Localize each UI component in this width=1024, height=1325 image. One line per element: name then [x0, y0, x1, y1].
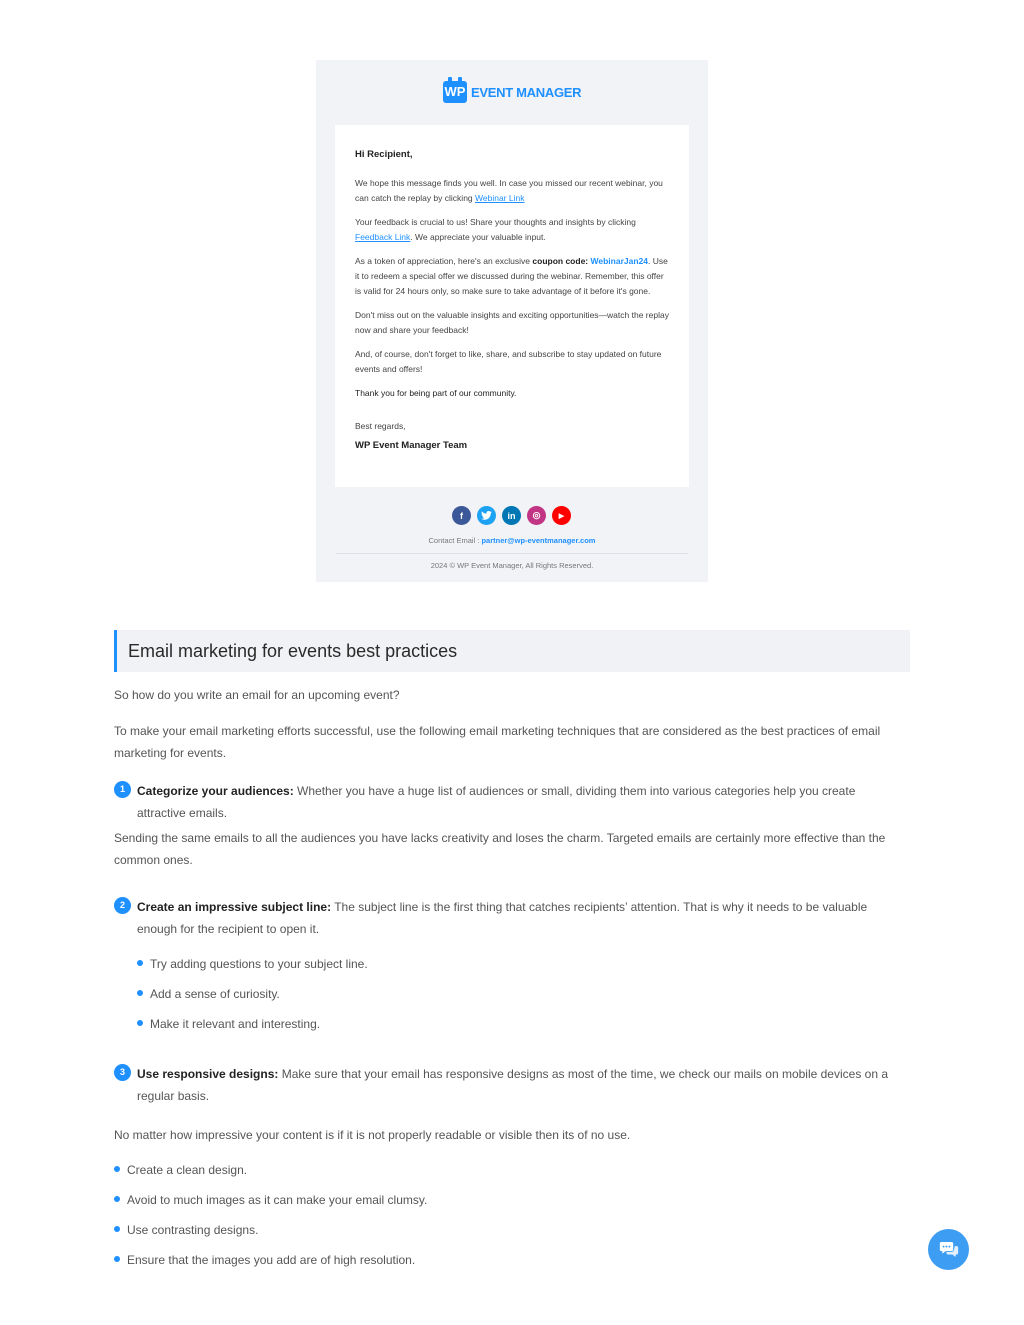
email-divider [336, 553, 688, 554]
contact-email [316, 536, 708, 545]
list-item [137, 986, 368, 1016]
list-item [137, 1016, 368, 1046]
email-copyright: 2024 © WP Event Manager, All Rights Reserved. [430, 561, 594, 570]
practice-text: The subject line is the first thing that catches recipients’ attention. That is why it needs to be valuable enough for the recipient to open it. [137, 900, 868, 936]
practice-text: Make sure that your email has responsive designs as most of the time, we check our mails on mobile devices on a regular basis. [137, 1067, 889, 1103]
brand-logo [443, 78, 581, 106]
list-item [114, 1252, 427, 1282]
instagram-icon[interactable]: ◎ [527, 506, 546, 525]
practice-item-2 [137, 896, 907, 940]
list-item-text: Add a sense of curiosity. [150, 987, 280, 1001]
email-signature: WP Event Manager Team [355, 440, 468, 451]
bullet-icon [114, 1256, 120, 1262]
wp-logo-icon: WP [443, 81, 467, 103]
bullet-icon [137, 990, 143, 996]
practice-item-1 [137, 780, 907, 824]
list-item [137, 956, 368, 986]
bullet-icon [137, 1020, 143, 1026]
social-icons [452, 506, 571, 525]
email-paragraph-4: Don't miss out on the valuable insights and exciting opportunities—watch the replay now and share your feedback! [355, 310, 669, 335]
contact-email-link[interactable]: partner@wp-eventmanager.com [481, 536, 596, 545]
email-paragraph-3 [355, 254, 669, 299]
list-item-text: Try adding questions to your subject line. [150, 957, 368, 971]
coupon-label: coupon code: [532, 256, 589, 266]
email-text: As a token of appreciation, here's an exclusive [355, 256, 533, 266]
email-paragraph-1 [355, 176, 669, 206]
email-greeting: Hi Recipient, [355, 149, 413, 160]
practice-3-followup: No matter how impressive your content is if it is not properly readable or visible then its of no use. [114, 1128, 631, 1142]
email-paragraph-5: And, of course, don't forget to like, share, and subscribe to stay updated on future events and offers! [355, 349, 662, 374]
practice-title: Categorize your audiences: [137, 784, 294, 798]
bullet-icon [114, 1226, 120, 1232]
number-badge-3: 3 [114, 1064, 131, 1081]
email-body [335, 125, 689, 487]
email-text: We hope this message finds you well. In case you missed our recent webinar, you can catch the replay by clicking [355, 178, 663, 203]
facebook-icon[interactable]: f [452, 506, 471, 525]
section-heading: Email marketing for events best practices [114, 630, 910, 672]
email-text: . Use it to redeem a special offer we discussed during the webinar. Remember, this offer is valid for 24 hours only, so make sure to take advantage of it before it's gone. [355, 256, 668, 296]
linkedin-icon[interactable]: in [502, 506, 521, 525]
intro-paragraph: So how do you write an email for an upcoming event? [114, 688, 400, 702]
list-item [114, 1192, 427, 1222]
bullet-icon [137, 960, 143, 966]
paragraph-best-practices: To make your email marketing efforts successful, use the following email marketing techniques that are considered as the best practices of email marketing for events. [114, 724, 881, 760]
contact-label: Contact Email : [428, 536, 482, 545]
youtube-icon[interactable]: ▶ [552, 506, 571, 525]
practice-1-followup: Sending the same emails to all the audiences you have lacks creativity and loses the charm. Targeted emails are certainly more effective than the common ones. [114, 831, 886, 867]
email-preview [316, 60, 708, 582]
list-item-text: Use contrasting designs. [127, 1223, 259, 1237]
email-thanks: Thank you for being part of our community. [355, 388, 517, 398]
chat-icon [939, 1241, 959, 1258]
practice-text: Whether you have a huge list of audiences or small, dividing them into various categories help you create attractive emails. [137, 784, 856, 820]
coupon-code: WebinarJan24 [590, 256, 648, 266]
bullet-icon [114, 1166, 120, 1172]
design-tips [114, 1162, 427, 1282]
email-regards: Best regards, [355, 421, 406, 431]
list-item-text: Make it relevant and interesting. [150, 1017, 321, 1031]
email-text: Your feedback is crucial to us! Share your thoughts and insights by clicking [355, 217, 636, 227]
chat-button[interactable] [928, 1229, 969, 1270]
email-text: . We appreciate your valuable input. [410, 232, 546, 242]
list-item-text: Ensure that the images you add are of high resolution. [127, 1253, 416, 1267]
subject-line-tips [137, 956, 368, 1046]
number-badge-2: 2 [114, 897, 131, 914]
webinar-link[interactable]: Webinar Link [475, 193, 525, 203]
number-badge-1: 1 [114, 781, 131, 798]
twitter-icon[interactable] [477, 506, 496, 525]
email-paragraph-2 [355, 215, 669, 245]
practice-item-3 [137, 1063, 907, 1107]
list-item [114, 1222, 427, 1252]
list-item [114, 1162, 427, 1192]
brand-name: EVENT MANAGER [471, 84, 582, 100]
practice-title: Use responsive designs: [137, 1067, 279, 1081]
list-item-text: Avoid to much images as it can make your email clumsy. [127, 1193, 428, 1207]
bullet-icon [114, 1196, 120, 1202]
practice-title: Create an impressive subject line: [137, 900, 332, 914]
feedback-link[interactable]: Feedback Link [355, 232, 411, 242]
list-item-text: Create a clean design. [127, 1163, 248, 1177]
